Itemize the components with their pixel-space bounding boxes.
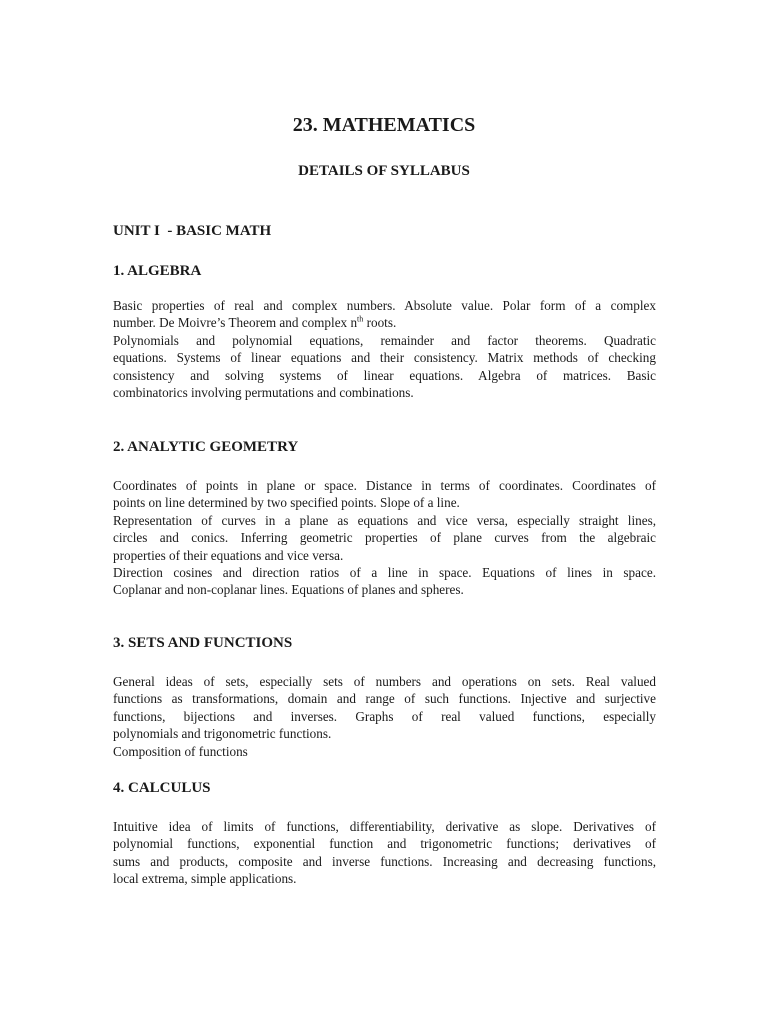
- section-heading-analytic-geometry: 2. ANALYTIC GEOMETRY: [113, 439, 299, 455]
- document-subtitle: DETAILS OF SYLLABUS: [298, 163, 470, 179]
- text-line: functions, bijections and inverses. Graphs of real valued functions, especially: [113, 708, 656, 724]
- text-line: Intuitive idea of limits of functions, differentiability, derivative as slope. Derivatives of: [113, 819, 656, 834]
- text-fragment: roots.: [363, 315, 397, 331]
- sets-and-functions-paragraph: [113, 673, 656, 760]
- document-title: 23. MATHEMATICS: [292, 114, 476, 136]
- text-line: Coordinates of points in plane or space. Distance in terms of coordinates. Coordinates of: [113, 478, 656, 493]
- analytic-geometry-paragraph: [113, 477, 656, 599]
- text-line: [113, 314, 656, 331]
- text-line: Coplanar and non-coplanar lines. Equations of planes and spheres.: [113, 582, 464, 598]
- text-line: circles and conics. Inferring geometric properties of plane curves from the algebraic: [113, 530, 656, 546]
- text-line: sums and products, composite and inverse functions. Increasing and decreasing functions,: [113, 853, 656, 869]
- text-line: Basic properties of real and complex numbers. Absolute value. Polar form of a complex: [113, 298, 656, 313]
- section-heading-sets-and-functions: 3. SETS AND FUNCTIONS: [113, 635, 293, 651]
- text-line: points on line determined by two specified points. Slope of a line.: [113, 495, 460, 511]
- text-line: General ideas of sets, especially sets of numbers and operations on sets. Real valued: [113, 674, 656, 689]
- text-line: combinatorics involving permutations and combinations.: [113, 385, 414, 401]
- text-line: Composition of functions: [113, 743, 248, 759]
- text-line: consistency and solving systems of linear equations. Algebra of matrices. Basic: [113, 367, 656, 383]
- superscript: th: [357, 315, 364, 325]
- algebra-paragraph: [113, 297, 656, 401]
- text-line: Polynomials and polynomial equations, remainder and factor theorems. Quadratic: [113, 332, 656, 348]
- section-heading-algebra: 1. ALGEBRA: [113, 263, 202, 279]
- text-line: local extrema, simple applications.: [113, 871, 297, 887]
- section-heading-calculus: 4. CALCULUS: [113, 780, 211, 796]
- text-line: polynomials and trigonometric functions.: [113, 726, 332, 742]
- text-line: equations. Systems of linear equations and their consistency. Matrix methods of checking: [113, 350, 656, 366]
- text-line: functions as transformations, domain and range of such functions. Injective and surjective: [113, 691, 656, 707]
- text-line: polynomial functions, exponential function and trigonometric functions; derivatives of: [113, 836, 656, 852]
- text-line: Representation of curves in a plane as equations and vice versa, especially straight lines,: [113, 512, 656, 528]
- text-line: properties of their equations and vice versa.: [113, 547, 344, 563]
- text-fragment: number. De Moivre’s Theorem and complex n: [113, 315, 358, 331]
- unit-heading: UNIT I - BASIC MATH: [113, 223, 272, 239]
- text-line: Direction cosines and direction ratios of a line in space. Equations of lines in space.: [113, 565, 656, 581]
- calculus-paragraph: [113, 818, 656, 888]
